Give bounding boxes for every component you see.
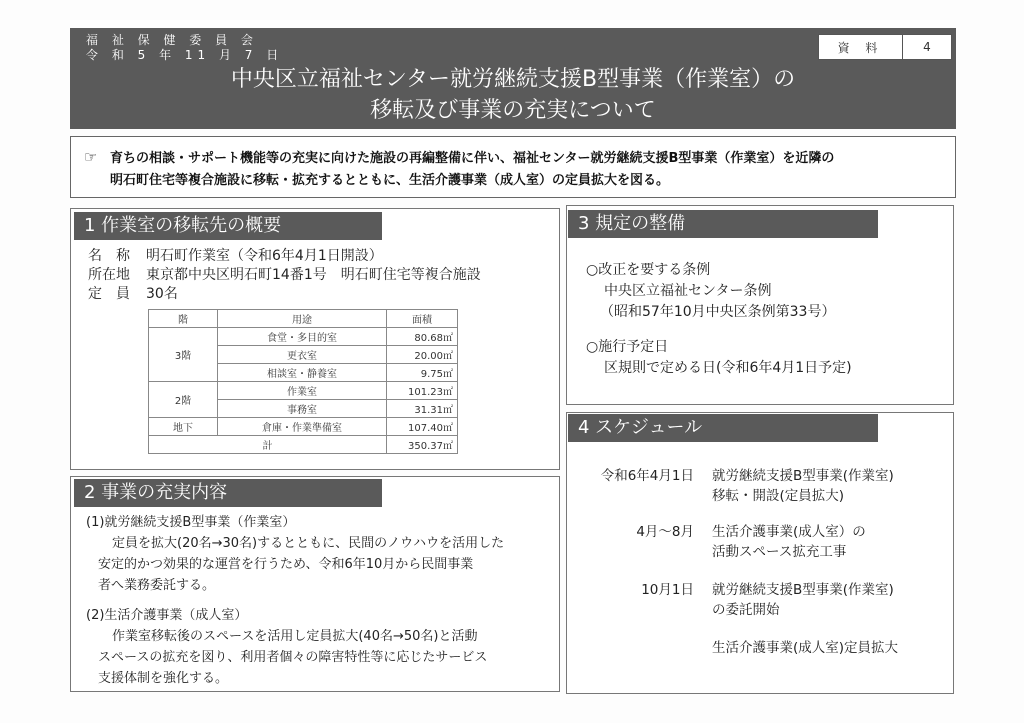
ordinance-name: 中央区立福祉センター条例 <box>604 283 772 299</box>
summary-line-1: 育ちの相談・サポート機能等の充実に向けた施設の再編整備に伴い、福祉センター就労継続支援B型事業（作業室）を近隣の <box>110 151 835 166</box>
schedule-extra: 生活介護事業(成人室)定員拡大 <box>712 640 899 656</box>
schedule-date: 4月～8月 <box>636 524 694 540</box>
area-cell: 107.40㎡ <box>387 418 458 436</box>
effective-date-title: ○施行予定日 <box>586 339 669 355</box>
address-value: 東京都中央区明石町14番1号 明石町住宅等複合施設 <box>146 267 481 283</box>
area-cell: 20.00㎡ <box>387 346 458 364</box>
committee-info <box>86 33 283 63</box>
use-cell: 作業室 <box>218 382 387 400</box>
table-row <box>149 328 458 346</box>
item-2-line-1: 作業室移転後のスペースを活用し定員拡大(40名→50名)と活動 <box>112 629 478 644</box>
table-header-row <box>149 310 458 328</box>
pointing-hand-icon: ☞ <box>84 148 98 166</box>
section-2-body <box>86 512 556 689</box>
table-row <box>149 418 458 436</box>
room-area-table <box>148 309 458 454</box>
schedule-line-1: 就労継続支援B型事業(作業室) <box>712 582 894 598</box>
item-1-title: (1)就労継続支援B型事業（作業室） <box>86 515 296 530</box>
section-2-heading: 2 事業の充実内容 <box>74 479 382 507</box>
schedule-entry <box>712 580 894 620</box>
meeting-date: 令 和 5 年 11 月 7 日 <box>86 48 284 62</box>
ordinance-number: （昭和57年10月中央区条例第33号） <box>600 304 836 320</box>
section-1-heading: 1 作業室の移転先の概要 <box>74 212 382 240</box>
schedule-date: 令和6年4月1日 <box>600 468 694 484</box>
capacity-label: 定 員 <box>88 286 130 302</box>
item-2-line-3: 支援体制を強化する。 <box>98 671 229 686</box>
name-label: 名 称 <box>88 248 130 264</box>
schedule-date: 10月1日 <box>641 582 694 598</box>
summary-text <box>110 148 950 192</box>
page-title <box>70 64 956 126</box>
address-label: 所在地 <box>88 267 130 283</box>
floor-basement-cell: 地下 <box>149 418 218 436</box>
use-cell: 更衣室 <box>218 346 387 364</box>
table-total-row <box>149 436 458 454</box>
use-cell: 倉庫・作業準備室 <box>218 418 387 436</box>
facility-capacity-row <box>88 285 178 304</box>
total-area: 350.37㎡ <box>387 436 458 454</box>
section-3-body <box>586 260 852 379</box>
capacity-value: 30名 <box>146 286 178 302</box>
schedule-line-2: 移転・開設(定員拡大) <box>712 488 845 504</box>
effective-date-value: 区規則で定める日(令和6年4月1日予定) <box>604 360 852 376</box>
total-label: 計 <box>149 436 387 454</box>
col-use: 用途 <box>218 310 387 328</box>
use-cell: 食堂・多目的室 <box>218 328 387 346</box>
item-1-line-2: 安定的かつ効果的な運営を行うため、令和6年10月から民間事業 <box>98 557 474 572</box>
item-1-line-1: 定員を拡大(20名→30名)するとともに、民間のノウハウを活用した <box>112 536 505 551</box>
schedule-line-2: 活動スペース拡充工事 <box>712 544 847 560</box>
facility-name-row <box>88 247 383 266</box>
area-cell: 9.75㎡ <box>387 364 458 382</box>
area-cell: 31.31㎡ <box>387 400 458 418</box>
item-2-line-2: スペースの拡充を図り、利用者個々の障害特性等に応じたサービス <box>98 650 488 665</box>
use-cell: 相談室・静養室 <box>218 364 387 382</box>
floor-2-cell: 2階 <box>149 382 218 418</box>
doc-label: 資 料 <box>819 35 903 59</box>
col-floor: 階 <box>149 310 218 328</box>
document-tag <box>818 34 952 60</box>
schedule-entry <box>712 522 866 562</box>
schedule-line-1: 生活介護事業(成人室）の <box>712 524 866 540</box>
floor-3-cell: 3階 <box>149 328 218 382</box>
schedule-line-1: 就労継続支援B型事業(作業室) <box>712 468 894 484</box>
table-row <box>149 382 458 400</box>
title-line-1: 中央区立福祉センター就労継続支援B型事業（作業室）の <box>230 67 796 92</box>
summary-line-2: 明石町住宅等複合施設に移転・拡充するとともに、生活介護事業（成人室）の定員拡大を図る。 <box>110 173 670 188</box>
area-cell: 101.23㎡ <box>387 382 458 400</box>
doc-number: 4 <box>923 40 931 54</box>
title-line-2: 移転及び事業の充実について <box>370 98 656 123</box>
section-3-heading: 3 規定の整備 <box>568 210 878 238</box>
schedule-line-2: の委託開始 <box>712 602 780 618</box>
area-cell: 80.68㎡ <box>387 328 458 346</box>
item-1-line-3: 者へ業務委託する。 <box>98 578 216 593</box>
facility-address-row <box>88 266 481 285</box>
use-cell: 事務室 <box>218 400 387 418</box>
committee-name: 福 祉 保 健 委 員 会 <box>86 33 258 47</box>
col-area: 面積 <box>387 310 458 328</box>
section-4-heading: 4 スケジュール <box>568 414 878 442</box>
item-2-title: (2)生活介護事業（成人室） <box>86 608 248 623</box>
schedule-entry <box>712 466 894 506</box>
name-value: 明石町作業室（令和6年4月1日開設） <box>146 248 383 264</box>
ordinance-title: ○改正を要する条例 <box>586 262 711 278</box>
